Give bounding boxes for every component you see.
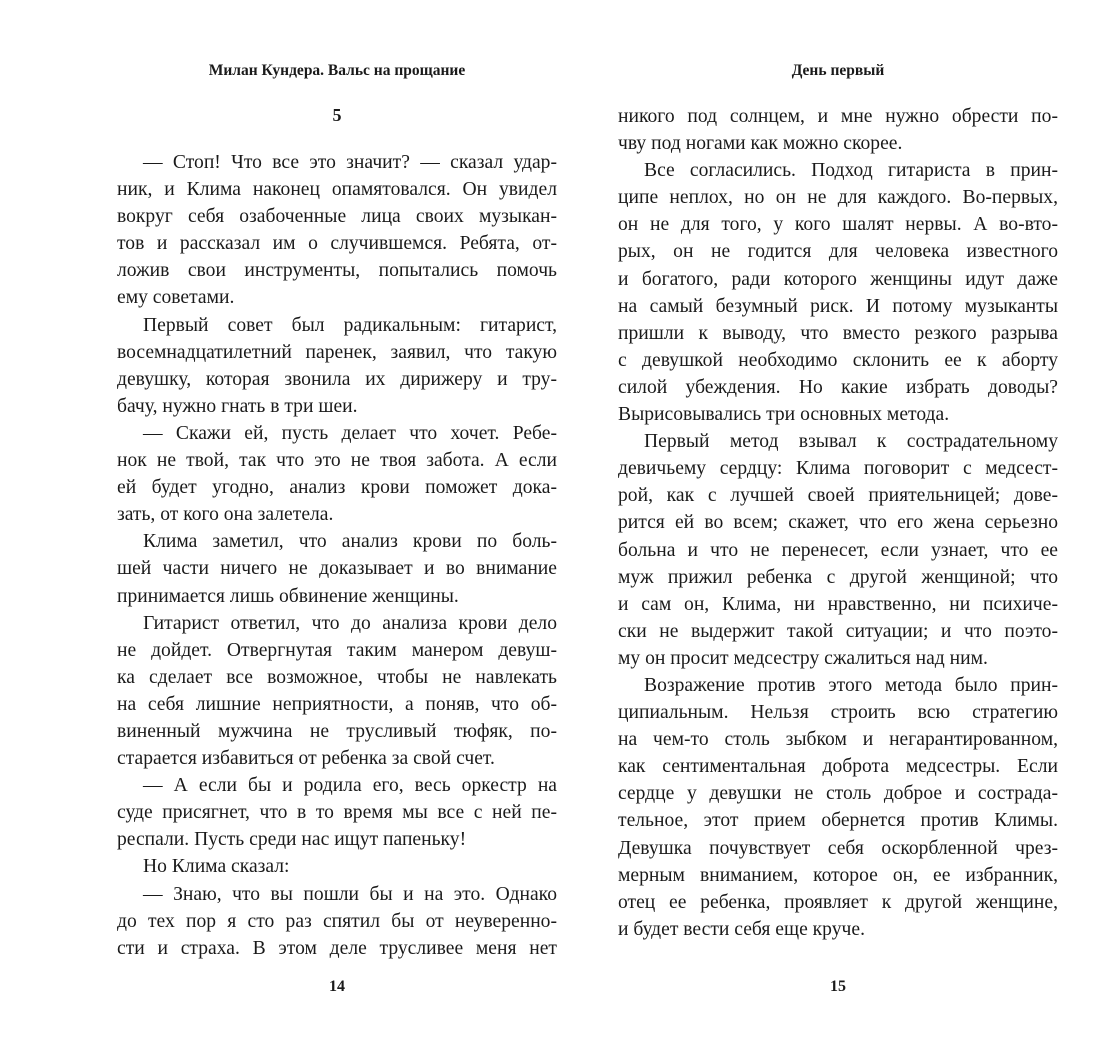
text-line: ципиальным. Нельзя строить всю стратегию	[618, 702, 1058, 724]
text-line: суде присягнет, что в то время мы все с ней пе-	[117, 802, 557, 824]
text-line: — Скажи ей, пусть делает что хочет. Ребе-	[143, 422, 557, 444]
text-line: Возражение против этого метода было прин-	[644, 674, 1058, 696]
text-line: больна и что не перенесет, если узнает, что ее	[618, 539, 1058, 561]
text-line: как сентиментальная доброта медсестры. Если	[618, 756, 1058, 778]
text-line: отец ее ребенка, проявляет к другой женщине,	[618, 891, 1058, 913]
left-page	[117, 0, 557, 1057]
page-number-right: 15	[830, 978, 846, 995]
text-line: тов и рассказал им о случившемся. Ребята, от-	[117, 233, 557, 255]
text-line: — А если бы и родила его, весь оркестр на	[143, 775, 557, 797]
running-head-left: Милан Кундера. Вальс на прощание	[208, 62, 466, 79]
text-line: ему советами.	[117, 287, 235, 309]
text-line: девичьему сердцу: Клима поговорит с медсест-	[618, 458, 1058, 480]
text-line: пришли к выводу, что вместо резкого разрыва	[618, 322, 1058, 344]
text-line: принимается лишь обвинение женщины.	[117, 585, 459, 607]
page-number-left: 14	[329, 978, 345, 995]
running-head-right: День первый	[791, 62, 885, 79]
text-line: и будет вести себя еще круче.	[618, 918, 865, 940]
text-line: Все согласились. Подход гитариста в прин-	[644, 160, 1058, 182]
text-line: восемнадцатилетний паренек, заявил, что такую	[117, 341, 557, 363]
text-line: — Знаю, что вы пошли бы и на это. Однако	[143, 883, 557, 905]
text-line: Девушка почувствует себя оскорбленной чрез-	[618, 837, 1058, 859]
text-line: на чем-то столь зыбком и негарантированном,	[618, 729, 1058, 751]
text-line: муж прижил ребенка с другой женщиной; что	[618, 566, 1058, 588]
text-line: рится ей во всем; скажет, что его жена серьезно	[618, 512, 1058, 534]
text-line: Но Клима сказал:	[143, 856, 290, 878]
text-line: старается избавиться от ребенка за свой счет.	[117, 748, 495, 770]
text-line: Первый метод взывал к сострадательному	[644, 431, 1058, 453]
left-page-text	[117, 149, 557, 962]
text-line: тельное, этот прием обернется против Климы.	[618, 810, 1058, 832]
text-line: ей будет угодно, анализ крови поможет дока-	[117, 477, 557, 499]
text-line: силой убеждения. Но какие избрать доводы?	[618, 376, 1058, 398]
text-line: му он просит медсестру сжалиться над ним.	[618, 647, 988, 669]
text-line: на самый безумный риск. И потому музыканты	[618, 295, 1058, 317]
text-line: ципе неплох, но он не для каждого. Во-первых,	[618, 187, 1058, 209]
text-line: нок не твой, так что это не твоя забота. А если	[117, 450, 557, 472]
text-line: ка сделает все возможное, чтобы не навлекать	[117, 666, 557, 688]
text-line: сердце у девушки не столь доброе и сострада-	[618, 783, 1058, 805]
text-line: виненный мужчина не трусливый тюфяк, по-	[117, 720, 557, 742]
text-line: рых, он не годится для человека известного	[618, 241, 1058, 263]
text-line: бачу, нужно гнать в три шеи.	[117, 395, 358, 417]
text-line: ник, и Клима наконец опамятовался. Он увидел	[117, 179, 557, 201]
text-line: до тех пор я сто раз спятил бы от неуверенно-	[117, 910, 557, 932]
right-page-text	[618, 103, 1058, 943]
text-line: и богатого, ради которого женщины идут даже	[618, 268, 1058, 290]
text-line: чву под ногами как можно скорее.	[618, 133, 903, 155]
text-line: Вырисовывались три основных метода.	[618, 404, 950, 426]
chapter-number: 5	[332, 105, 342, 125]
text-line: он не для того, у кого шалят нервы. А во-вто-	[618, 214, 1058, 236]
text-line: шей части ничего не доказывает и во внимание	[117, 558, 557, 580]
text-line: рой, как с лучшей своей приятельницей; дове-	[618, 485, 1058, 507]
text-line: мерным вниманием, которое он, ее избранник,	[618, 864, 1058, 886]
text-line: девушку, которая звонила их дирижеру и тру-	[117, 368, 557, 390]
text-line: респали. Пусть среди нас ищут папеньку!	[117, 829, 467, 851]
text-line: не дойдет. Отвергнутая таким манером девуш-	[117, 639, 557, 661]
text-line: на себя лишние неприятности, а поняв, что об-	[117, 693, 557, 715]
right-page	[618, 0, 1058, 1057]
text-line: зать, от кого она залетела.	[117, 504, 334, 526]
text-line: вокруг себя озабоченные лица своих музыкан-	[117, 206, 557, 228]
text-line: Клима заметил, что анализ крови по боль-	[143, 531, 557, 553]
text-line: и сам он, Клима, ни нравственно, ни психиче-	[618, 593, 1058, 615]
text-line: ски не выдержит такой ситуации; и что поэто-	[618, 620, 1058, 642]
text-line: Первый совет был радикальным: гитарист,	[143, 314, 557, 336]
text-line: с девушкой необходимо склонить ее к аборту	[618, 349, 1058, 371]
text-line: никого под солнцем, и мне нужно обрести по-	[618, 106, 1058, 127]
text-line: Гитарист ответил, что до анализа крови дело	[143, 612, 557, 634]
text-line: — Стоп! Что все это значит? — сказал удар-	[143, 152, 557, 173]
text-line: сти и страха. В этом деле трусливее меня нет	[117, 937, 557, 959]
text-line: ложив свои инструменты, попытались помочь	[117, 260, 557, 282]
